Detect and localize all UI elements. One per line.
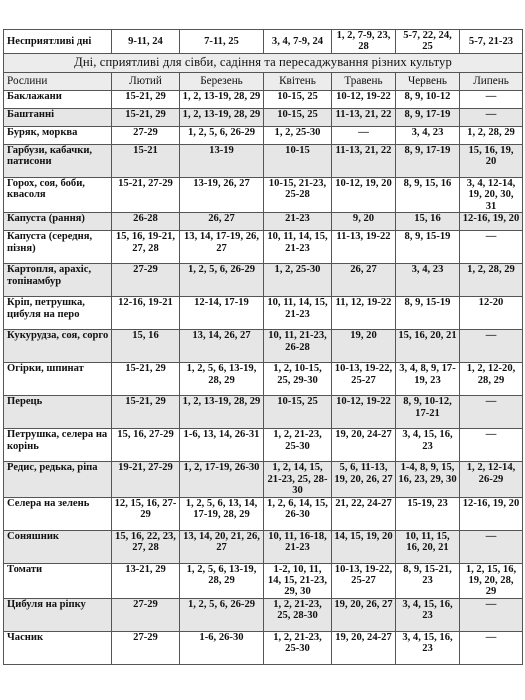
days-cell: 1, 2, 21-23, 25, 28-30 <box>264 598 332 631</box>
days-cell: 3, 4, 23 <box>396 126 460 144</box>
days-cell: 14, 15, 19, 20 <box>332 530 396 563</box>
plant-name-cell: Редис, редька, ріпа <box>4 462 112 497</box>
days-cell: 9, 20 <box>332 213 396 231</box>
days-cell: 1, 2, 12-20, 28, 29 <box>460 363 523 396</box>
days-cell: — <box>460 90 523 108</box>
days-cell: 1-4, 8, 9, 15, 16, 23, 29, 30 <box>396 462 460 497</box>
days-cell: 15, 16, 27-29 <box>112 429 180 462</box>
days-cell: 1, 2, 15, 16, 19, 20, 28, 29 <box>460 563 523 598</box>
column-header-june: Червень <box>396 72 460 90</box>
days-cell: 12-16, 19, 20 <box>460 497 523 530</box>
days-cell: 1-2, 10, 11, 14, 15, 21-23, 29, 30 <box>264 563 332 598</box>
column-header-march: Березень <box>180 72 264 90</box>
table-row <box>4 563 523 598</box>
days-cell: 10-15, 25 <box>264 90 332 108</box>
days-cell: 15-21, 29 <box>112 363 180 396</box>
days-cell: 15-21, 27-29 <box>112 177 180 212</box>
table-row <box>4 429 523 462</box>
days-cell: 19, 20 <box>332 330 396 363</box>
days-cell: 10, 11, 21-23, 26-28 <box>264 330 332 363</box>
days-cell: 1-6, 26-30 <box>180 631 264 664</box>
days-cell: 3, 4, 12-14, 19, 20, 30, 31 <box>460 177 523 212</box>
days-cell: 15-21 <box>112 144 180 177</box>
days-cell: 8, 9, 15-21, 23 <box>396 563 460 598</box>
header-row <box>4 72 523 90</box>
days-cell: 15, 16 <box>112 330 180 363</box>
days-cell: 5, 6, 11-13, 19, 20, 26, 27 <box>332 462 396 497</box>
days-cell: 27-29 <box>112 264 180 297</box>
plant-name-cell: Огірки, шпинат <box>4 363 112 396</box>
days-cell: 11-13, 19-22 <box>332 231 396 264</box>
days-cell: 10-13, 19-22, 25-27 <box>332 363 396 396</box>
table-row <box>4 631 523 664</box>
days-cell: 3, 4, 15, 16, 23 <box>396 598 460 631</box>
days-cell: 10-15 <box>264 144 332 177</box>
days-cell: 8, 9, 15-19 <box>396 297 460 330</box>
days-cell: — <box>460 231 523 264</box>
table-title-row <box>4 53 523 72</box>
days-cell: 10-15, 25 <box>264 108 332 126</box>
days-cell: 12-14, 17-19 <box>180 297 264 330</box>
days-cell: 21, 22, 24-27 <box>332 497 396 530</box>
days-cell: 12-20 <box>460 297 523 330</box>
days-cell: 13-21, 29 <box>112 563 180 598</box>
days-cell: 1, 2, 5, 6, 13, 14, 17-19, 28, 29 <box>180 497 264 530</box>
days-cell: 19, 20, 24-27 <box>332 429 396 462</box>
days-cell: 15, 16, 22, 23, 27, 28 <box>112 530 180 563</box>
plant-name-cell: Картопля, арахіс, топінамбур <box>4 264 112 297</box>
plant-name-cell: Гарбузи, кабачки, патисони <box>4 144 112 177</box>
table-row <box>4 213 523 231</box>
days-cell: 27-29 <box>112 126 180 144</box>
column-header-plants: Рослини <box>4 72 112 90</box>
days-cell: 15-21, 29 <box>112 90 180 108</box>
days-cell: 10-12, 19-22 <box>332 90 396 108</box>
plant-name-cell: Капуста (середня, пізня) <box>4 231 112 264</box>
table-row <box>4 396 523 429</box>
plant-name-cell: Часник <box>4 631 112 664</box>
plant-name-cell: Перець <box>4 396 112 429</box>
unfavorable-days-cell: 3, 4, 7-9, 24 <box>264 30 332 54</box>
days-cell: 3, 4, 15, 16, 23 <box>396 631 460 664</box>
table-row <box>4 90 523 108</box>
days-cell: 10-12, 19, 20 <box>332 177 396 212</box>
days-cell: — <box>460 429 523 462</box>
days-cell: 11, 12, 19-22 <box>332 297 396 330</box>
table-row <box>4 297 523 330</box>
table-row <box>4 231 523 264</box>
days-cell: 13, 14, 20, 21, 26, 27 <box>180 530 264 563</box>
days-cell: 15-19, 23 <box>396 497 460 530</box>
days-cell: 10, 11, 14, 15, 21-23 <box>264 231 332 264</box>
days-cell: 27-29 <box>112 598 180 631</box>
days-cell: 8, 9, 10-12, 17-21 <box>396 396 460 429</box>
days-cell: 13, 14, 26, 27 <box>180 330 264 363</box>
plant-name-cell: Кукурудза, соя, сорго <box>4 330 112 363</box>
days-cell: 1, 2, 28, 29 <box>460 126 523 144</box>
days-cell: — <box>460 598 523 631</box>
days-cell: — <box>460 396 523 429</box>
days-cell: 26, 27 <box>332 264 396 297</box>
days-cell: 1, 2, 10-15, 25, 29-30 <box>264 363 332 396</box>
days-cell: 15, 16, 19, 20 <box>460 144 523 177</box>
days-cell: 1, 2, 5, 6, 26-29 <box>180 126 264 144</box>
unfavorable-days-label: Несприятливі дні <box>4 30 112 54</box>
days-cell: 1, 2, 5, 6, 26-29 <box>180 598 264 631</box>
days-cell: 10-15, 25 <box>264 396 332 429</box>
days-cell: 1, 2, 25-30 <box>264 126 332 144</box>
days-cell: 1, 2, 13-19, 28, 29 <box>180 90 264 108</box>
days-cell: 13, 14, 17-19, 26, 27 <box>180 231 264 264</box>
plant-name-cell: Горох, соя, боби, квасоля <box>4 177 112 212</box>
table-row <box>4 330 523 363</box>
plant-name-cell: Кріп, петрушка, цибуля на перо <box>4 297 112 330</box>
plant-name-cell: Буряк, морква <box>4 126 112 144</box>
days-cell: 26-28 <box>112 213 180 231</box>
days-cell: 13-19 <box>180 144 264 177</box>
days-cell: 10, 11, 16-18, 21-23 <box>264 530 332 563</box>
days-cell: 12-16, 19-21 <box>112 297 180 330</box>
days-cell: 15, 16, 19-21, 27, 28 <box>112 231 180 264</box>
days-cell: 1, 2, 28, 29 <box>460 264 523 297</box>
days-cell: 10, 11, 14, 15, 21-23 <box>264 297 332 330</box>
column-header-february: Лютий <box>112 72 180 90</box>
days-cell: 10-12, 19-22 <box>332 396 396 429</box>
days-cell: 3, 4, 23 <box>396 264 460 297</box>
days-cell: 1, 2, 5, 6, 26-29 <box>180 264 264 297</box>
days-cell: — <box>460 108 523 126</box>
days-cell: 3, 4, 8, 9, 17-19, 23 <box>396 363 460 396</box>
days-cell: 1, 2, 5, 6, 13-19, 28, 29 <box>180 363 264 396</box>
unfavorable-days-cell: 5-7, 22, 24, 25 <box>396 30 460 54</box>
unfavorable-days-cell: 1, 2, 7-9, 23, 28 <box>332 30 396 54</box>
unfavorable-days-cell: 7-11, 25 <box>180 30 264 54</box>
days-cell: 19, 20, 26, 27 <box>332 598 396 631</box>
planting-calendar-table <box>3 29 523 665</box>
table-title: Дні, сприятливі для сівби, садіння та пересаджування різних культур <box>4 53 523 72</box>
plant-name-cell: Цибуля на ріпку <box>4 598 112 631</box>
days-cell: 12, 15, 16, 27-29 <box>112 497 180 530</box>
days-cell: 1, 2, 21-23, 25-30 <box>264 631 332 664</box>
days-cell: 27-29 <box>112 631 180 664</box>
plant-name-cell: Соняшник <box>4 530 112 563</box>
days-cell: 1, 2, 12-14, 26-29 <box>460 462 523 497</box>
column-header-may: Травень <box>332 72 396 90</box>
days-cell: 26, 27 <box>180 213 264 231</box>
days-cell: 15, 16 <box>396 213 460 231</box>
column-header-july: Липень <box>460 72 523 90</box>
days-cell: 10-13, 19-22, 25-27 <box>332 563 396 598</box>
plant-name-cell: Селера на зелень <box>4 497 112 530</box>
days-cell: 19-21, 27-29 <box>112 462 180 497</box>
days-cell: 10, 11, 15, 16, 20, 21 <box>396 530 460 563</box>
table-row <box>4 530 523 563</box>
plant-name-cell: Баштанні <box>4 108 112 126</box>
days-cell: 8, 9, 17-19 <box>396 144 460 177</box>
days-cell: 12-16, 19, 20 <box>460 213 523 231</box>
days-cell: — <box>460 631 523 664</box>
days-cell: 13-19, 26, 27 <box>180 177 264 212</box>
column-header-april: Квітень <box>264 72 332 90</box>
table-row <box>4 497 523 530</box>
days-cell: — <box>460 530 523 563</box>
table-row <box>4 462 523 497</box>
days-cell: 15-21, 29 <box>112 396 180 429</box>
days-cell: 11-13, 21, 22 <box>332 108 396 126</box>
days-cell: 8, 9, 10-12 <box>396 90 460 108</box>
table-row <box>4 177 523 212</box>
unfavorable-days-row <box>4 30 523 54</box>
days-cell: 1, 2, 13-19, 28, 29 <box>180 108 264 126</box>
unfavorable-days-cell: 9-11, 24 <box>112 30 180 54</box>
planting-calendar <box>3 29 522 665</box>
plant-name-cell: Баклажани <box>4 90 112 108</box>
table-row <box>4 598 523 631</box>
days-cell: 1, 2, 5, 6, 13-19, 28, 29 <box>180 563 264 598</box>
days-cell: 8, 9, 15-19 <box>396 231 460 264</box>
days-cell: 1-6, 13, 14, 26-31 <box>180 429 264 462</box>
days-cell: 8, 9, 15, 16 <box>396 177 460 212</box>
days-cell: 15, 16, 20, 21 <box>396 330 460 363</box>
table-row <box>4 363 523 396</box>
days-cell: 8, 9, 17-19 <box>396 108 460 126</box>
table-row <box>4 264 523 297</box>
days-cell: 1, 2, 13-19, 28, 29 <box>180 396 264 429</box>
days-cell: 21-23 <box>264 213 332 231</box>
unfavorable-days-cell: 5-7, 21-23 <box>460 30 523 54</box>
days-cell: 1, 2, 25-30 <box>264 264 332 297</box>
days-cell: 19, 20, 24-27 <box>332 631 396 664</box>
days-cell: — <box>332 126 396 144</box>
days-cell: 1, 2, 14, 15, 21-23, 25, 28-30 <box>264 462 332 497</box>
days-cell: 15-21, 29 <box>112 108 180 126</box>
table-row <box>4 126 523 144</box>
plant-name-cell: Томати <box>4 563 112 598</box>
plant-name-cell: Капуста (рання) <box>4 213 112 231</box>
table-row <box>4 108 523 126</box>
days-cell: 1, 2, 6, 14, 15, 26-30 <box>264 497 332 530</box>
plant-name-cell: Петрушка, селера на корінь <box>4 429 112 462</box>
days-cell: 1, 2, 21-23, 25-30 <box>264 429 332 462</box>
table-row <box>4 144 523 177</box>
days-cell: 11-13, 21, 22 <box>332 144 396 177</box>
days-cell: — <box>460 330 523 363</box>
days-cell: 10-15, 21-23, 25-28 <box>264 177 332 212</box>
days-cell: 3, 4, 15, 16, 23 <box>396 429 460 462</box>
days-cell: 1, 2, 17-19, 26-30 <box>180 462 264 497</box>
